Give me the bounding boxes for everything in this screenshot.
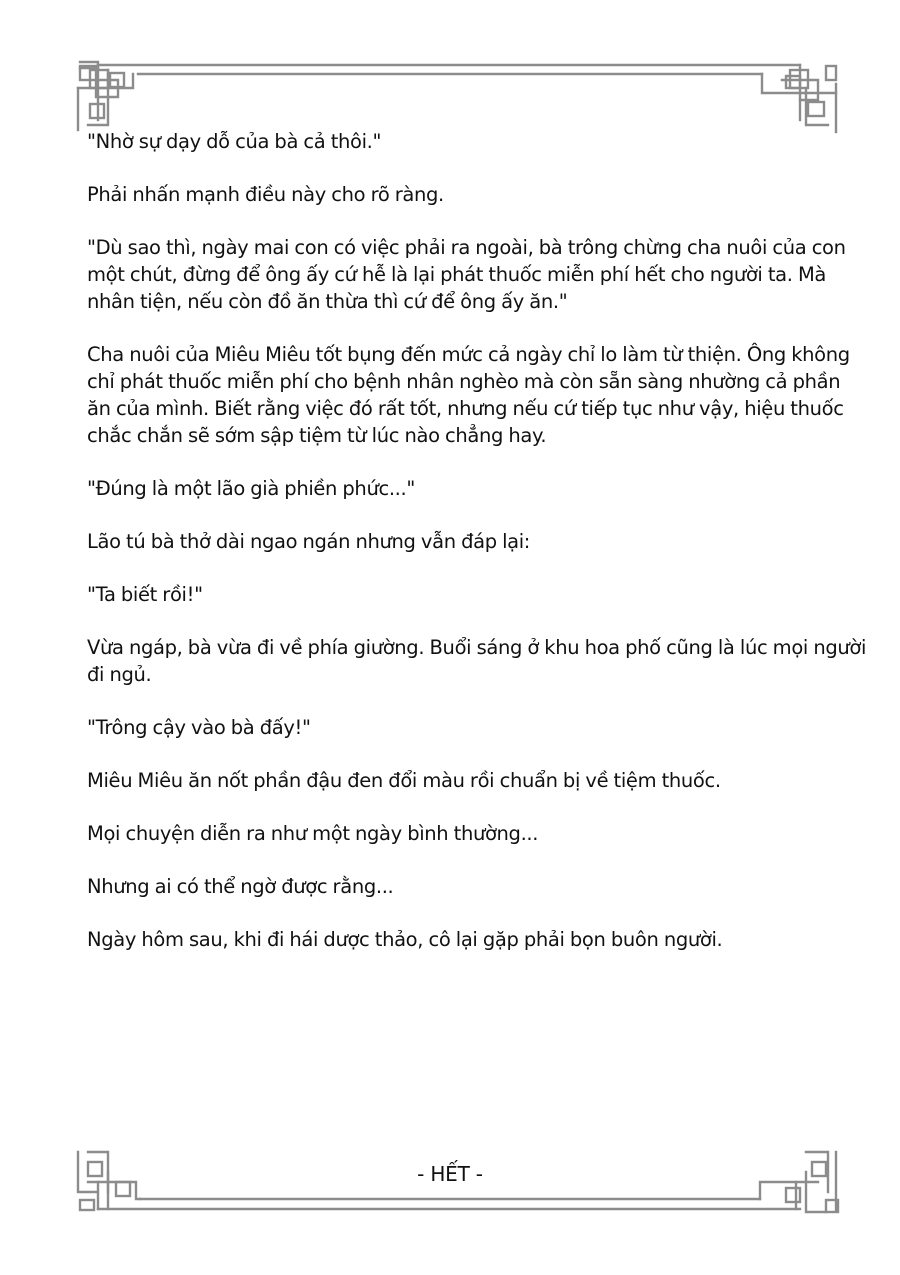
paragraph-6: Lão tú bà thở dài ngao ngán nhưng vẫn đáp lại: [87,530,531,553]
top-left-knot-ornament-icon [78,62,133,130]
paragraph-1: "Nhờ sự dạy dỗ của bà cả thôi." [87,130,382,153]
end-marker: - HẾT - [417,1162,483,1186]
paragraph-5: "Đúng là một lão già phiền phức..." [87,477,415,500]
paragraph-13: Ngày hôm sau, khi đi hái dược thảo, cô lại gặp phải bọn buôn người. [87,928,723,951]
top-border-lines [98,65,800,74]
paragraph-10: Miêu Miêu ăn nốt phần đậu đen đổi màu rồi chuẩn bị về tiệm thuốc. [87,769,721,792]
bottom-border-lines [98,1199,800,1209]
document-body [87,128,867,979]
paragraph-12: Nhưng ai có thể ngờ được rằng... [87,875,394,898]
paragraph-8: Vừa ngáp, bà vừa đi về phía giường. Buổi sáng ở khu hoa phố cũng là lúc mọi người đi ngủ. [87,636,867,686]
paragraph-11: Mọi chuyện diễn ra như một ngày bình thường... [87,822,539,845]
paragraph-7: "Ta biết rồi!" [87,583,203,606]
paragraph-4: Cha nuôi của Miêu Miêu tốt bụng đến mức cả ngày chỉ lo làm từ thiện. Ông không chỉ phát thuốc miễn phí cho bệnh nhân nghèo mà còn sẵn sàng nhường cả phần ăn của mình. Biết rằng việc đó rất tốt, nhưng nếu cứ tiếp tục như vậy, hiệu thuốc chắc chắn sẽ sớm sập tiệm từ lúc nào chẳng hay. [87,343,850,447]
paragraph-3: "Dù sao thì, ngày mai con có việc phải ra ngoài, bà trông chừng cha nuôi của con một chút, đừng để ông ấy cứ hễ là lại phát thuốc miễn phí hết cho người ta. Mà nhân tiện, nếu còn đồ ăn thừa thì cứ để ông ấy ăn." [87,236,846,313]
top-right-knot-ornament-icon [762,65,836,132]
paragraph-2: Phải nhấn mạnh điều này cho rõ ràng. [87,183,444,206]
paragraph-9: "Trông cậy vào bà đấy!" [87,716,311,739]
